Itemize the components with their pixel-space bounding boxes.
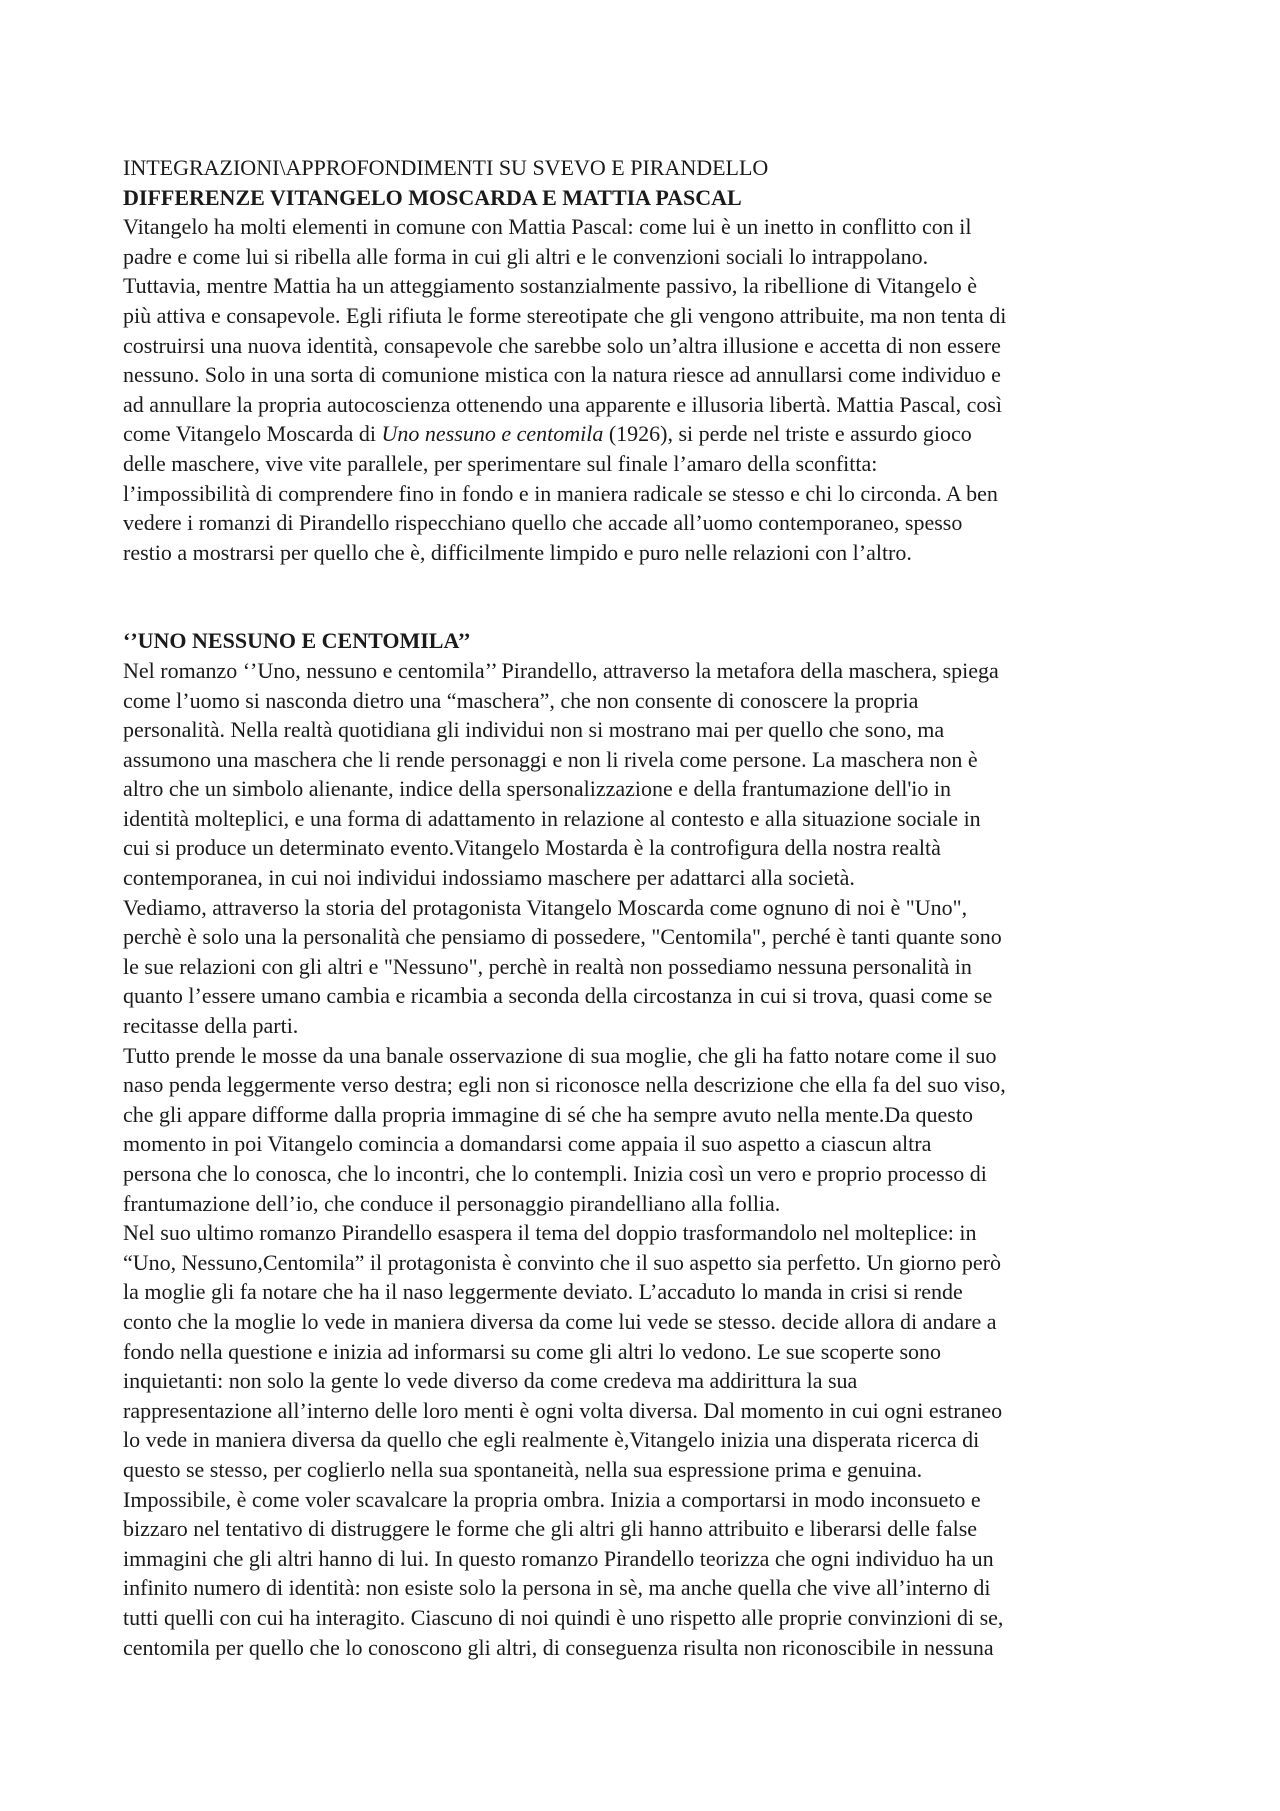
paragraph-line: conto che la moglie lo vede in maniera diversa da come lui vede se stesso. decide allora di andare a [123, 1308, 997, 1334]
paragraph-line: cui si produce un determinato evento.Vitangelo Mostarda è la controfigura della nostra realtà [123, 835, 941, 861]
paragraph-line: vedere i romanzi di Pirandello rispecchiano quello che accade all’uomo contemporaneo, spesso [123, 510, 963, 536]
paragraph-line: padre e come lui si ribella alle forma in cui gli altri e le convenzioni sociali lo intrappolano. [123, 243, 929, 269]
paragraph-line: recitasse della parti. [123, 1013, 299, 1039]
paragraph-line: Vediamo, attraverso la storia del protagonista Vitangelo Moscarda come ognuno di noi è "Uno", [123, 894, 968, 920]
paragraph-line: che gli appare difforme dalla propria immagine di sé che ha sempre avuto nella mente.Da questo [123, 1101, 973, 1127]
document-heading: INTEGRAZIONI\APPROFONDIMENTI SU SVEVO E PIRANDELLO [123, 155, 769, 180]
paragraph-line: rappresentazione all’interno delle loro menti è ogni volta diversa. Dal momento in cui ogni estraneo [123, 1397, 1003, 1423]
paragraph-line: costruirsi una nuova identità, consapevole che sarebbe solo un’altra illusione e accetta di non essere [123, 332, 1001, 358]
paragraph-line: momento in poi Vitangelo comincia a domandarsi come appaia il suo aspetto a ciascun altra [123, 1131, 932, 1157]
paragraph-line: naso penda leggermente verso destra; egli non si riconosce nella descrizione che ella fa del suo viso, [123, 1072, 1006, 1098]
paragraph-line: la moglie gli fa notare che ha il naso leggermente deviato. L’accaduto lo manda in crisi si rende [123, 1279, 963, 1305]
line-text-before-title: come Vitangelo Moscarda di [123, 421, 382, 447]
paragraph-line: più attiva e consapevole. Egli rifiuta le forme stereotipate che gli vengono attribuite, ma non tenta di [123, 302, 1007, 328]
section-spacer [123, 567, 1163, 626]
paragraph-line: questo se stesso, per coglierlo nella sua spontaneità, nella sua espressione prima e genuina. [123, 1456, 923, 1482]
section-title-uno-nessuno: ‘’UNO NESSUNO E CENTOMILA’’ [123, 628, 471, 654]
paragraph-line: altro che un simbolo alienante, indice della spersonalizzazione e della frantumazione dell'io in [123, 776, 952, 802]
paragraph-line: ad annullare la propria autocoscienza ottenendo una apparente e illusoria libertà. Mattia Pascal, così [123, 391, 1003, 417]
paragraph-line: nessuno. Solo in una sorta di comunione mistica con la natura riesce ad annullarsi come individuo e [123, 362, 1001, 388]
paragraph-line: Vitangelo ha molti elementi in comune con Mattia Pascal: come lui è un inetto in conflitto con il [123, 214, 972, 240]
paragraph-line: frantumazione dell’io, che conduce il personaggio pirandelliano alla follia. [123, 1190, 781, 1216]
paragraph-line: Nel romanzo ‘’Uno, nessuno e centomila’’ Pirandello, attraverso la metafora della maschera, spiega [123, 657, 999, 683]
paragraph-line: Impossibile, è come voler scavalcare la propria ombra. Inizia a comportarsi in modo inconsueto e [123, 1486, 981, 1512]
paragraph-line: inquietanti: non solo la gente lo vede diverso da come credeva ma addirittura la sua [123, 1368, 858, 1394]
paragraph-line: personalità. Nella realtà quotidiana gli individui non si mostrano mai per quello che sono, ma [123, 717, 945, 743]
paragraph-line: come l’uomo si nasconda dietro una “maschera”, che non consente di conoscere la propria [123, 687, 919, 713]
paragraph-line: lo vede in maniera diversa da quello che egli realmente è,Vitangelo inizia una disperata ricerca di [123, 1427, 980, 1453]
paragraph-line: bizzaro nel tentativo di distruggere le forme che gli altri gli hanno attribuito e liberarsi delle false [123, 1516, 978, 1542]
paragraph-line: “Uno, Nessuno,Centomila” il protagonista è convinto che il suo aspetto sia perfetto. Un giorno però [123, 1249, 1001, 1275]
paragraph-line: contemporanea, in cui noi individui indossiamo maschere per adattarci alla società. [123, 865, 855, 891]
paragraph-line: restio a mostrarsi per quello che è, difficilmente limpido e puro nelle relazioni con l’altro. [123, 539, 912, 565]
paragraph-line: Tuttavia, mentre Mattia ha un atteggiamento sostanzialmente passivo, la ribellione di Vitangelo è [123, 273, 978, 299]
paragraph-line: persona che lo conosca, che lo incontri, che lo contempli. Inizia così un vero e proprio processo di [123, 1161, 987, 1186]
section-differenze-body [123, 212, 1163, 567]
book-title-italic: Uno nessuno e centomila [381, 421, 604, 447]
line-text-after-title: (1926), si perde nel triste e assurdo gioco [603, 421, 972, 447]
paragraph-line: delle maschere, vive vite parallele, per sperimentare sul finale l’amaro della sconfitta: [123, 450, 878, 476]
section-title-differenze: DIFFERENZE VITANGELO MOSCARDA E MATTIA PASCAL [123, 184, 742, 210]
paragraph-line: tutti quelli con cui ha interagito. Ciascuno di noi quindi è uno rispetto alle proprie convinzioni di se, [123, 1604, 1004, 1630]
document-body [123, 153, 1163, 1662]
paragraph-line: Tutto prende le mosse da una banale osservazione di sua moglie, che gli ha fatto notare come il suo [123, 1042, 997, 1068]
paragraph-line: quanto l’essere umano cambia e ricambia a seconda della circostanza in cui si trova, quasi come se [123, 983, 993, 1009]
paragraph-line: infinito numero di identità: non esiste solo la persona in sè, ma anche quella che vive all’interno di [123, 1575, 991, 1601]
paragraph-line: Nel suo ultimo romanzo Pirandello esaspera il tema del doppio trasformandolo nel molteplice: in [123, 1220, 977, 1246]
section-uno-nessuno-body [123, 656, 1163, 1662]
paragraph-line: le sue relazioni con gli altri e "Nessuno", perchè in realtà non possediamo nessuna personalità in [123, 953, 972, 979]
paragraph-line: identità molteplici, e una forma di adattamento in relazione al contesto e alla situazione sociale in [123, 805, 981, 831]
paragraph-line: fondo nella questione e inizia ad informarsi su come gli altri lo vedono. Le sue scoperte sono [123, 1338, 942, 1364]
paragraph-line: centomila per quello che lo conoscono gli altri, di conseguenza risulta non riconoscibile in nessuna [123, 1634, 994, 1660]
paragraph-line: l’impossibilità di comprendere fino in fondo e in maniera radicale se stesso e chi lo circonda. A ben [123, 480, 998, 506]
paragraph-line-with-italic-title [123, 419, 1163, 449]
paragraph-line: perchè è solo una la personalità che pensiamo di possedere, "Centomila", perché è tanti quante sono [123, 924, 1002, 950]
paragraph-line: immagini che gli altri hanno di lui. In questo romanzo Pirandello teorizza che ogni individuo ha un [123, 1545, 994, 1571]
paragraph-line: assumono una maschera che li rende personaggi e non li rivela come persone. La maschera non è [123, 746, 978, 772]
